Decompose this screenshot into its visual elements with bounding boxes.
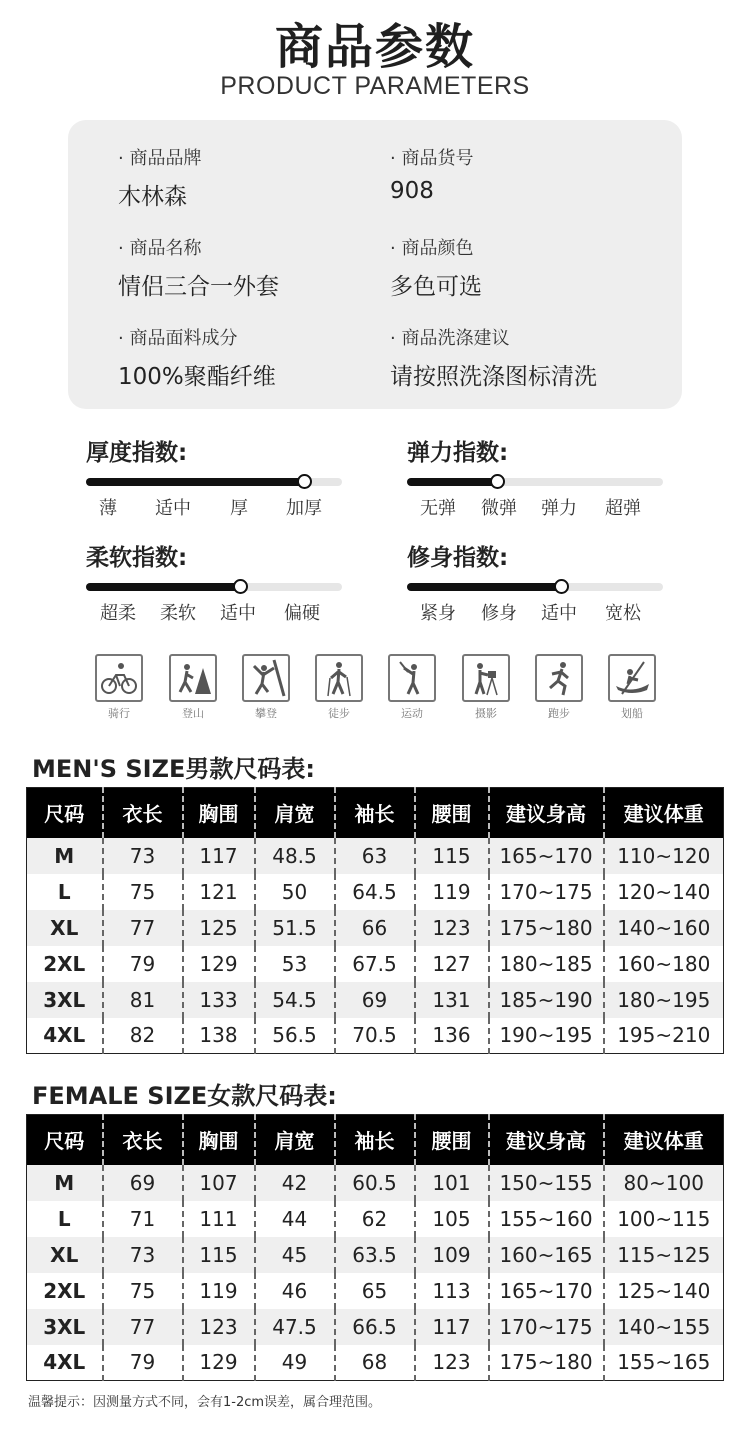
index-level-label: 适中 (155, 498, 191, 519)
table-cell: 75 (103, 874, 183, 910)
table-row (27, 910, 724, 946)
index-level-label: 超柔 (100, 603, 136, 624)
sports-icon (388, 654, 436, 702)
table-cell: 185~190 (489, 982, 604, 1018)
table-cell: 125~140 (617, 1278, 711, 1303)
table-cell: 56.5 (255, 1018, 335, 1054)
activity-label: 划船 (621, 707, 643, 720)
product-parameters-card (68, 120, 682, 409)
activity-label: 徒步 (328, 707, 350, 720)
table-cell: 131 (415, 982, 489, 1018)
param-label: · 商品颜色 (390, 238, 474, 259)
index-level-label: 紧身 (420, 603, 456, 624)
index-level-label: 适中 (541, 603, 577, 624)
table-row (27, 1309, 724, 1345)
table-cell: 69 (335, 982, 415, 1018)
index-level-labels (86, 599, 342, 623)
activity-label: 运动 (401, 707, 423, 720)
table-cell: 129 (183, 1345, 255, 1381)
table-cell: 63 (335, 838, 415, 874)
size-cell: 2XL (27, 1273, 103, 1309)
table-cell: 136 (415, 1018, 489, 1054)
param-brand (118, 144, 201, 211)
index-track (407, 583, 663, 591)
table-cell: 101 (415, 1165, 489, 1201)
index-knob (297, 474, 312, 489)
table-cell: 81 (103, 982, 183, 1018)
table-cell: 123 (415, 910, 489, 946)
table-cell: 100~115 (617, 1206, 711, 1231)
activity-hiking (315, 654, 363, 721)
table-header-row (27, 1115, 724, 1165)
table-cell: 123 (183, 1309, 255, 1345)
column-header: 尺码 (27, 788, 103, 838)
size-cell: L (27, 874, 103, 910)
index-level-label: 无弹 (420, 498, 456, 519)
rowing-icon (608, 654, 656, 702)
page-title: 商品参数 (274, 19, 475, 75)
param-value: 请按照洗涤图标清洗 (390, 364, 597, 390)
activity-label: 摄影 (475, 707, 497, 720)
param-value: 木林森 (118, 184, 187, 210)
table-row (27, 1273, 724, 1309)
table-cell: 117 (183, 838, 255, 874)
table-cell: 42 (255, 1165, 335, 1201)
index-track (86, 583, 342, 591)
index-title: 厚度指数: (86, 440, 188, 466)
female-size-heading: FEMALE SIZE女款尺码表: (32, 1082, 337, 1110)
index-level-label: 薄 (99, 498, 117, 519)
table-row (27, 1237, 724, 1273)
climbing-icon (242, 654, 290, 702)
table-cell: 165~170 (489, 1273, 604, 1309)
activity-mountaineering (169, 654, 217, 721)
table-cell: 138 (183, 1018, 255, 1054)
table-header-row (27, 788, 724, 838)
table-cell: 190~195 (489, 1018, 604, 1054)
table-cell: 170~175 (489, 874, 604, 910)
column-header: 肩宽 (255, 1115, 335, 1165)
table-cell: 109 (415, 1237, 489, 1273)
table-cell: 65 (335, 1273, 415, 1309)
thickness-index (86, 434, 346, 519)
column-header: 袖长 (335, 788, 415, 838)
mountaineering-icon (169, 654, 217, 702)
table-body (27, 1165, 724, 1381)
index-knob (490, 474, 505, 489)
table-cell: 115 (183, 1237, 255, 1273)
table-row (27, 1165, 724, 1201)
table-cell: 123 (415, 1345, 489, 1381)
param-value: 多色可选 (390, 274, 482, 300)
index-fill (407, 583, 561, 591)
table-cell: 105 (415, 1201, 489, 1237)
column-header: 尺码 (27, 1115, 103, 1165)
index-fill (86, 478, 304, 486)
table-cell: 79 (103, 1345, 183, 1381)
index-level-label: 偏硬 (284, 603, 320, 624)
column-header: 袖长 (335, 1115, 415, 1165)
table-cell: 111 (183, 1201, 255, 1237)
mens-size-table (26, 787, 724, 1054)
table-cell: 53 (255, 946, 335, 982)
activity-label: 骑行 (108, 707, 130, 720)
mens-size-heading: MEN'S SIZE男款尺码表: (32, 755, 315, 783)
index-track (407, 478, 663, 486)
index-track (86, 478, 342, 486)
table-cell: 73 (103, 1237, 183, 1273)
table-body (27, 838, 724, 1054)
size-cell: L (27, 1201, 103, 1237)
index-level-label: 修身 (481, 603, 517, 624)
table-cell: 68 (335, 1345, 415, 1381)
table-cell: 140~160 (604, 910, 724, 946)
column-header: 建议身高 (489, 1115, 604, 1165)
column-header: 肩宽 (255, 788, 335, 838)
index-level-labels (86, 494, 342, 518)
table-cell: 115~125 (604, 1237, 724, 1273)
table-cell: 125 (183, 910, 255, 946)
param-name (118, 234, 279, 301)
table-cell: 71 (103, 1201, 183, 1237)
table-cell: 62 (335, 1201, 415, 1237)
table-cell: 51.5 (255, 910, 335, 946)
index-level-label: 弹力 (541, 498, 577, 519)
measurement-note: 温馨提示：因测量方式不同，会有1-2cm误差，属合理范围。 (28, 1395, 382, 1410)
table-cell: 155~165 (617, 1350, 711, 1375)
index-fill (86, 583, 240, 591)
column-header: 腰围 (415, 788, 489, 838)
activity-sports (388, 654, 436, 721)
index-level-label: 超弹 (605, 498, 641, 519)
table-cell: 150~155 (489, 1165, 604, 1201)
param-color (390, 234, 482, 301)
table-cell: 195~210 (617, 1023, 711, 1048)
size-cell: 4XL (27, 1018, 103, 1054)
column-header: 胸围 (183, 1115, 255, 1165)
table-cell: 46 (255, 1273, 335, 1309)
running-icon (535, 654, 583, 702)
param-fabric (118, 324, 276, 391)
table-cell: 45 (255, 1237, 335, 1273)
param-label: · 商品货号 (390, 148, 474, 169)
table-cell: 69 (103, 1165, 183, 1201)
table-cell: 64.5 (335, 874, 415, 910)
activity-label: 跑步 (548, 707, 570, 720)
table-cell: 77 (103, 1309, 183, 1345)
table-cell: 80~100 (604, 1165, 724, 1201)
table-cell: 49 (255, 1345, 335, 1381)
cycling-icon (95, 654, 143, 702)
table-row (27, 1018, 724, 1054)
table-cell: 170~175 (489, 1309, 604, 1345)
index-level-labels (407, 599, 663, 623)
index-level-labels (407, 494, 663, 518)
table-cell: 60.5 (335, 1165, 415, 1201)
index-level-label: 厚 (230, 498, 248, 519)
param-label: · 商品品牌 (118, 148, 202, 169)
param-label: · 商品面料成分 (118, 328, 238, 349)
param-value: 908 (390, 178, 434, 204)
column-header: 建议体重 (604, 1115, 724, 1165)
size-cell: 2XL (27, 946, 103, 982)
table-cell: 70.5 (335, 1018, 415, 1054)
table-cell: 175~180 (489, 910, 604, 946)
table-cell: 63.5 (335, 1237, 415, 1273)
column-header: 建议身高 (489, 788, 604, 838)
table-cell: 107 (183, 1165, 255, 1201)
index-knob (554, 579, 569, 594)
table-cell: 129 (183, 946, 255, 982)
index-fill (407, 478, 497, 486)
table-cell: 165~170 (489, 838, 604, 874)
table-cell: 79 (103, 946, 183, 982)
table-cell: 50 (255, 874, 335, 910)
table-cell: 175~180 (489, 1345, 604, 1381)
activity-label: 登山 (182, 707, 204, 720)
column-header: 衣长 (103, 788, 183, 838)
table-row (27, 946, 724, 982)
index-level-label: 加厚 (286, 498, 322, 519)
index-knob (233, 579, 248, 594)
page-subtitle: PRODUCT PARAMETERS (220, 72, 530, 100)
table-cell: 67.5 (335, 946, 415, 982)
table-cell: 127 (415, 946, 489, 982)
table-cell: 160~165 (489, 1237, 604, 1273)
size-cell: XL (27, 1237, 103, 1273)
fit-index (407, 539, 667, 624)
index-level-label: 微弹 (481, 498, 517, 519)
activity-rowing (608, 654, 656, 721)
activity-photography (462, 654, 510, 721)
column-header: 衣长 (103, 1115, 183, 1165)
table-cell: 180~195 (604, 982, 724, 1018)
table-cell: 54.5 (255, 982, 335, 1018)
param-label: · 商品名称 (118, 238, 202, 259)
index-title: 柔软指数: (86, 545, 188, 571)
table-cell: 66.5 (335, 1309, 415, 1345)
column-header: 建议体重 (604, 788, 724, 838)
param-item-number (390, 144, 473, 204)
activity-icons-row (95, 654, 665, 720)
size-cell: XL (27, 910, 103, 946)
table-cell: 140~155 (604, 1309, 724, 1345)
column-header: 腰围 (415, 1115, 489, 1165)
photography-icon (462, 654, 510, 702)
size-cell: M (27, 838, 103, 874)
index-level-label: 适中 (220, 603, 256, 624)
size-cell: 4XL (27, 1345, 103, 1381)
size-cell: 3XL (27, 982, 103, 1018)
param-value: 情侣三合一外套 (118, 274, 279, 300)
table-cell: 119 (183, 1273, 255, 1309)
param-label: · 商品洗涤建议 (390, 328, 510, 349)
table-cell: 66 (335, 910, 415, 946)
table-cell: 133 (183, 982, 255, 1018)
index-level-label: 柔软 (160, 603, 196, 624)
table-cell: 121 (183, 874, 255, 910)
female-size-table (26, 1114, 724, 1381)
table-cell: 73 (103, 838, 183, 874)
elasticity-index (407, 434, 667, 519)
param-value: 100%聚酯纤维 (118, 364, 276, 390)
table-cell: 155~160 (489, 1201, 604, 1237)
size-cell: 3XL (27, 1309, 103, 1345)
index-title: 弹力指数: (407, 440, 509, 466)
table-cell: 119 (415, 874, 489, 910)
table-row (27, 874, 724, 910)
table-cell: 120~140 (617, 879, 711, 904)
table-cell: 75 (103, 1273, 183, 1309)
table-row (27, 838, 724, 874)
index-level-label: 宽松 (605, 603, 641, 624)
softness-index (86, 539, 346, 624)
activity-climbing (242, 654, 290, 721)
activity-running (535, 654, 583, 721)
activity-cycling (95, 654, 143, 721)
table-cell: 160~180 (617, 951, 711, 976)
size-cell: M (27, 1165, 103, 1201)
table-cell: 113 (415, 1273, 489, 1309)
param-washing (390, 324, 597, 391)
table-cell: 44 (255, 1201, 335, 1237)
table-cell: 117 (415, 1309, 489, 1345)
table-cell: 82 (103, 1018, 183, 1054)
table-cell: 115 (415, 838, 489, 874)
table-row (27, 1201, 724, 1237)
table-row (27, 982, 724, 1018)
table-cell: 48.5 (255, 838, 335, 874)
table-row (27, 1345, 724, 1381)
table-cell: 77 (103, 910, 183, 946)
table-cell: 180~185 (489, 946, 604, 982)
hiking-icon (315, 654, 363, 702)
column-header: 胸围 (183, 788, 255, 838)
table-cell: 47.5 (255, 1309, 335, 1345)
table-cell: 110~120 (604, 838, 724, 874)
index-title: 修身指数: (407, 545, 509, 571)
activity-label: 攀登 (255, 707, 277, 720)
